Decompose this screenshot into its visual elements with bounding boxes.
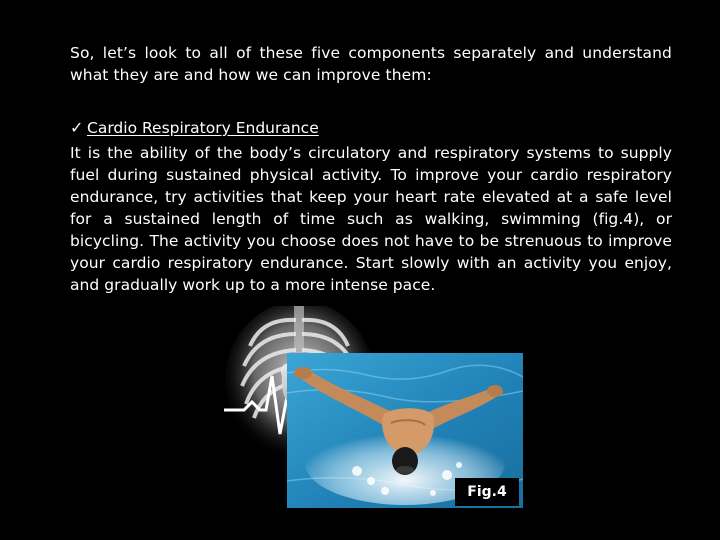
- section-heading: [70, 117, 470, 139]
- swimmer-butterfly-icon: [287, 353, 523, 508]
- section-body-paragraph: It is the ability of the body’s circulatory and respiratory systems to supply fuel during sustained physical activity. To improve your cardio respiratory endurance, try activities that keep your heart rate elevated at a safe level for a sustained length of time such as walking, swimming (fig.4), or bicycling. The activity you choose does not have to be strenuous to improve your cardio respiratory endurance. Start slowly with an activity you enjoy, and gradually work up to a more intense pace.: [70, 144, 672, 294]
- section-heading-text: Cardio Respiratory Endurance: [87, 119, 319, 137]
- figure-label: Fig.4: [455, 478, 519, 506]
- intro-paragraph: So, let’s look to all of these five components separately and understand what they are and how we can improve them:: [70, 44, 672, 84]
- checkmark-icon: ✓: [70, 118, 84, 137]
